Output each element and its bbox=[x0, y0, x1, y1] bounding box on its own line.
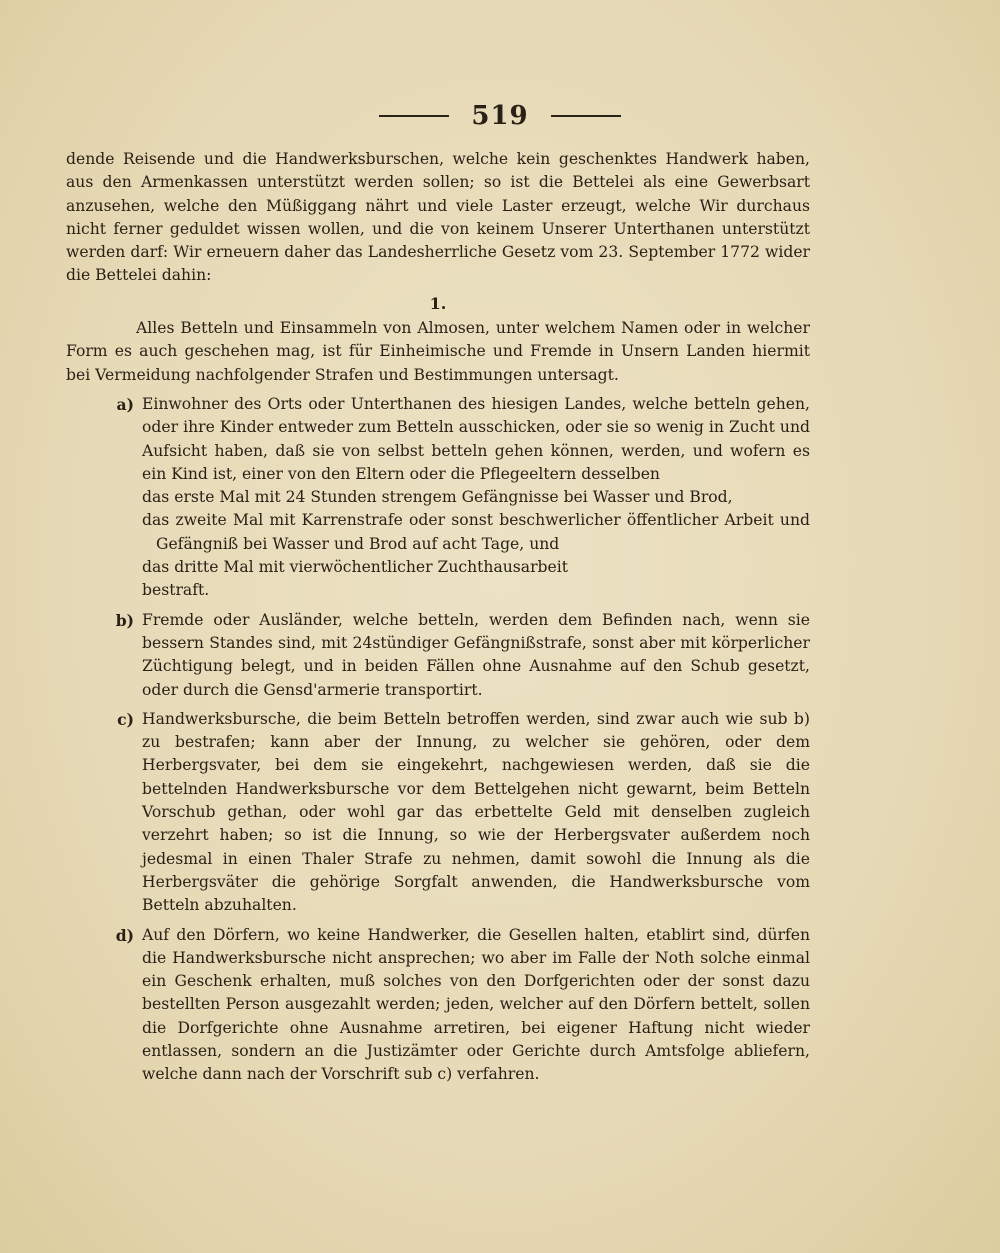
penalty-first: das erste Mal mit 24 Stunden strengem Gefängnisse bei Wasser und Brod, bbox=[142, 488, 733, 507]
item-text: Fremde oder Ausländer, welche betteln, werden dem Befinden nach, wenn sie bessern Standes sind, mit 24stündiger Gefängnißstrafe, sonst aber mit körperlicher Züchtigung belegt, und in beiden Fällen ohne Ausnahme auf den Schub gesetzt, oder durch die Gensd'armerie transportirt. bbox=[142, 610, 810, 699]
section-paragraph: Alles Betteln und Einsammeln von Almosen, unter welchem Namen oder in welcher Form es auch geschehen mag, ist für Einheimische und Fremde in Unsern Landen hiermit bei Vermeidung nachfolgender Strafen und Bestimmungen untersagt. bbox=[66, 319, 810, 384]
item-label: d) bbox=[115, 925, 134, 945]
header-rule-right bbox=[551, 115, 621, 117]
item-text: Auf den Dörfern, wo keine Handwerker, die Gesellen halten, etablirt sind, dürfen die Handwerksbursche nicht ansprechen; wo aber im Falle der Noth solche einmal ein Geschenk erhalten, muß solches von den Dorfgerichten oder der sonst dazu bestellten Person ausgezahlt werden; jeden, welcher auf den Dörfern bettelt, sollen die Dorfgerichte ohne Ausnahme arretiren, bei eigener Haftung nicht wieder entlassen, sondern an die Justizämter oder Gerichte durch Amtsfolge abliefern, welche dann nach der Vorschrift sub c) verfahren. bbox=[142, 925, 810, 1084]
page-header bbox=[0, 96, 1000, 136]
item-body bbox=[142, 609, 810, 702]
item-tail: bestraft. bbox=[142, 581, 210, 600]
item-body bbox=[142, 393, 810, 603]
page-content bbox=[66, 148, 810, 1087]
item-body bbox=[142, 708, 810, 918]
header-rule-left bbox=[379, 115, 449, 117]
item-text: Handwerksbursche, die beim Betteln betroffen werden, sind zwar auch wie sub b) zu bestrafen; kann aber der Innung, zu welcher sie gehören, oder dem Herbergsvater, bei dem sie eingekehrt, nachgewiesen werden, daß sie die bettelnden Handwerksbursche vor dem Bettelgehen nicht gewarnt, beim Betteln Vorschub gethan, oder wohl gar das erbettelte Geld mit denselben zugleich verzehrt haben; so ist die Innung, so wie der Herbergsvater außerdem noch jedesmal in einen Thaler Strafe zu nehmen, damit sowohl die Innung als die Herbergsväter die gehörige Sorgfalt anwenden, die Handwerksbursche vom Betteln abzuhalten. bbox=[142, 709, 810, 915]
item-label: c) bbox=[117, 709, 134, 729]
item-text: Einwohner des Orts oder Unterthanen des hiesigen Landes, welche betteln gehen, oder ihre Kinder entweder zum Betteln ausschicken, oder sie so wenig in Zucht und Aufsicht haben, daß sie von selbst betteln gehen können, werden, und wofern es ein Kind ist, einer von den Eltern oder die Pflegeeltern desselben bbox=[142, 394, 810, 483]
list-item-b bbox=[66, 609, 810, 702]
list-item-c bbox=[66, 708, 810, 918]
item-label: a) bbox=[116, 394, 134, 414]
section-number: 1. bbox=[429, 293, 447, 313]
item-body bbox=[142, 924, 810, 1087]
penalty-second: das zweite Mal mit Karrenstrafe oder sonst beschwerlicher öffentlicher Arbeit und Gefängniß bei Wasser und Brod auf acht Tage, und bbox=[142, 511, 810, 553]
list-item-d bbox=[66, 924, 810, 1087]
page-number: 519 bbox=[471, 101, 529, 131]
intro-paragraph: dende Reisende und die Handwerksburschen, welche kein geschenktes Handwerk haben, aus den Armenkassen unterstützt werden sollen; so ist die Bettelei als eine Gewerbsart anzusehen, welche den Müßiggang nährt und viele Laster erzeugt, welche Wir durchaus nicht ferner geduldet wissen wollen, und die von keinem Unserer Unterthanen unterstützt werden darf: Wir erneuern daher das Landesherrliche Gesetz vom 23. September 1772 wider die Bettelei dahin: bbox=[66, 150, 810, 285]
penalty-third: das dritte Mal mit vierwöchentlicher Zuchthausarbeit bbox=[142, 558, 569, 577]
list-item-a bbox=[66, 393, 810, 603]
item-label: b) bbox=[115, 610, 134, 630]
